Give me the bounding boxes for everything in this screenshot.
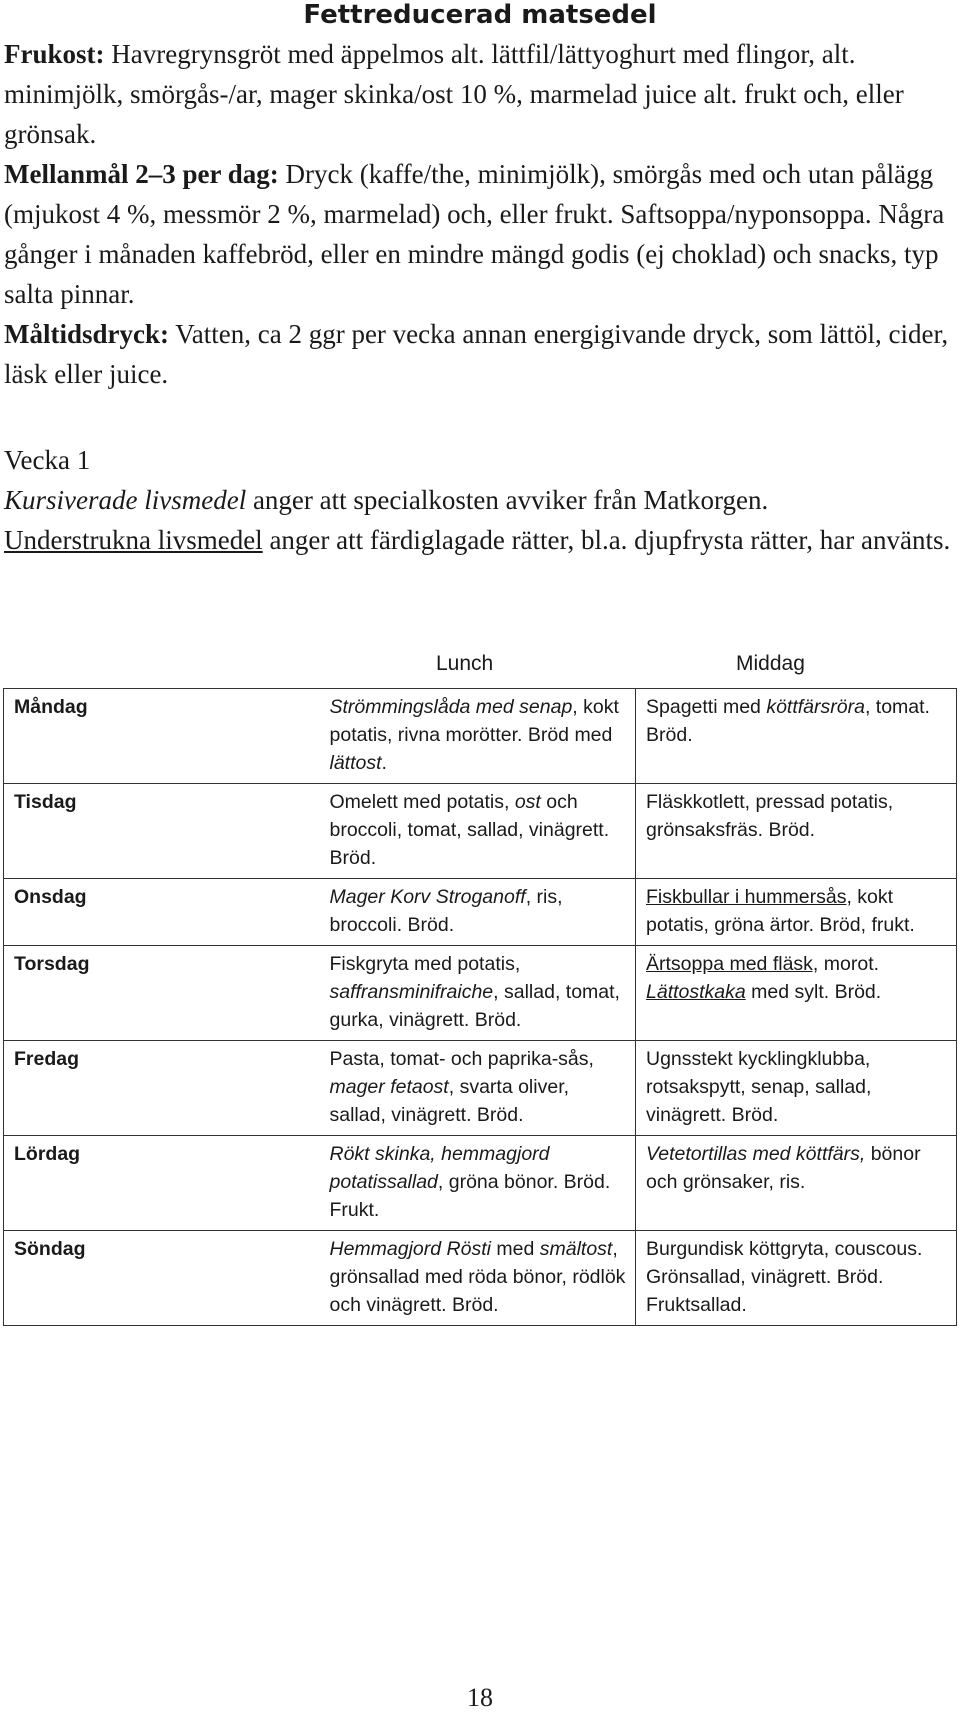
page-number: 18 [467,1683,493,1712]
day-cell: Fredag [4,1041,320,1136]
column-header-middag: Middag [736,652,805,675]
frukost-text: Havregrynsgröt med äppelmos alt. lättfil/lättyoghurt med flingor, alt. minimjölk, smörgås-/ar, mager skinka/ost 10 %, marmelad juice alt. frukt och, eller grönsak. [4,39,904,149]
day-cell: Söndag [4,1231,320,1326]
table-row [4,1231,957,1326]
intro-paragraph [4,34,954,394]
day-cell: Torsdag [4,946,320,1041]
lunch-cell: Hemmagjord Rösti med smältost, grönsallad med röda bönor, rödlök och vinägrett. Bröd. [320,1231,636,1326]
day-cell: Måndag [4,689,320,784]
mellanmal-text: Dryck (kaffe/the, minimjölk), smörgås med och utan pålägg (mjukost 4 %, messmör 2 %, marmelad) och, eller frukt. Saftsoppa/nyponsoppa. Några gånger i månaden kaffebröd, eller en mindre mängd godis (ej choklad) och snacks, typ salta pinnar. [4,159,945,309]
middag-cell: Fläskkotlett, pressad potatis, grönsaksfräs. Bröd. [636,784,957,879]
column-headers [3,650,956,688]
middag-cell: Vetetortillas med köttfärs, bönor och grönsaker, ris. [636,1136,957,1231]
frukost-label: Frukost: [4,39,105,69]
table-row [4,784,957,879]
legend-italic-text: anger att specialkosten avviker från Matkorgen. [246,485,769,515]
middag-cell: Spagetti med köttfärsröra, tomat. Bröd. [636,689,957,784]
lunch-cell: Rökt skinka, hemmagjord potatissallad, gröna bönor. Bröd. Frukt. [320,1136,636,1231]
legend-italic [4,480,954,520]
day-cell: Tisdag [4,784,320,879]
legend-italic-term: Kursiverade livsmedel [4,485,247,515]
table-row [4,879,957,946]
table-row [4,689,957,784]
legend-underline-text: anger att färdiglagade rätter, bl.a. djupfrysta rätter, har använts. [262,525,951,555]
table-row [4,1041,957,1136]
week-section [4,440,954,560]
lunch-cell: Strömmingslåda med senap, kokt potatis, rivna morötter. Bröd med lättost. [320,689,636,784]
lunch-cell: Omelett med potatis, ost och broccoli, tomat, sallad, vinägrett. Bröd. [320,784,636,879]
week-heading: Vecka 1 [4,445,91,475]
page-title: Fettreducerad matsedel [303,0,657,30]
mellanmal-label: Mellanmål 2–3 per dag: [4,159,279,189]
maltidsdryck-text: Vatten, ca 2 ggr per vecka annan energigivande dryck, som lättöl, cider, läsk eller juice. [4,319,949,389]
lunch-cell: Pasta, tomat- och paprika-sås, mager fetaost, svarta oliver, sallad, vinägrett. Bröd. [320,1041,636,1136]
column-header-lunch: Lunch [436,652,494,675]
middag-cell: Ärtsoppa med fläsk, morot. Lättostkaka med sylt. Bröd. [636,946,957,1041]
middag-cell: Burgundisk köttgryta, couscous. Grönsallad, vinägrett. Bröd. Fruktsallad. [636,1231,957,1326]
menu-table-section [3,650,956,1326]
legend-underline-term: Understrukna livsmedel [4,525,263,555]
lunch-cell: Fiskgryta med potatis, saffransminifraiche, sallad, tomat, gurka, vinägrett. Bröd. [320,946,636,1041]
menu-table [3,688,957,1326]
table-row [4,946,957,1041]
day-cell: Lördag [4,1136,320,1231]
middag-cell: Ugnsstekt kycklingklubba, rotsakspytt, senap, sallad, vinägrett. Bröd. [636,1041,957,1136]
table-row [4,1136,957,1231]
day-cell: Onsdag [4,879,320,946]
legend-underline [4,520,954,560]
maltidsdryck-label: Måltidsdryck: [4,319,169,349]
middag-cell: Fiskbullar i hummersås, kokt potatis, gröna ärtor. Bröd, frukt. [636,879,957,946]
lunch-cell: Mager Korv Stroganoff, ris, broccoli. Bröd. [320,879,636,946]
